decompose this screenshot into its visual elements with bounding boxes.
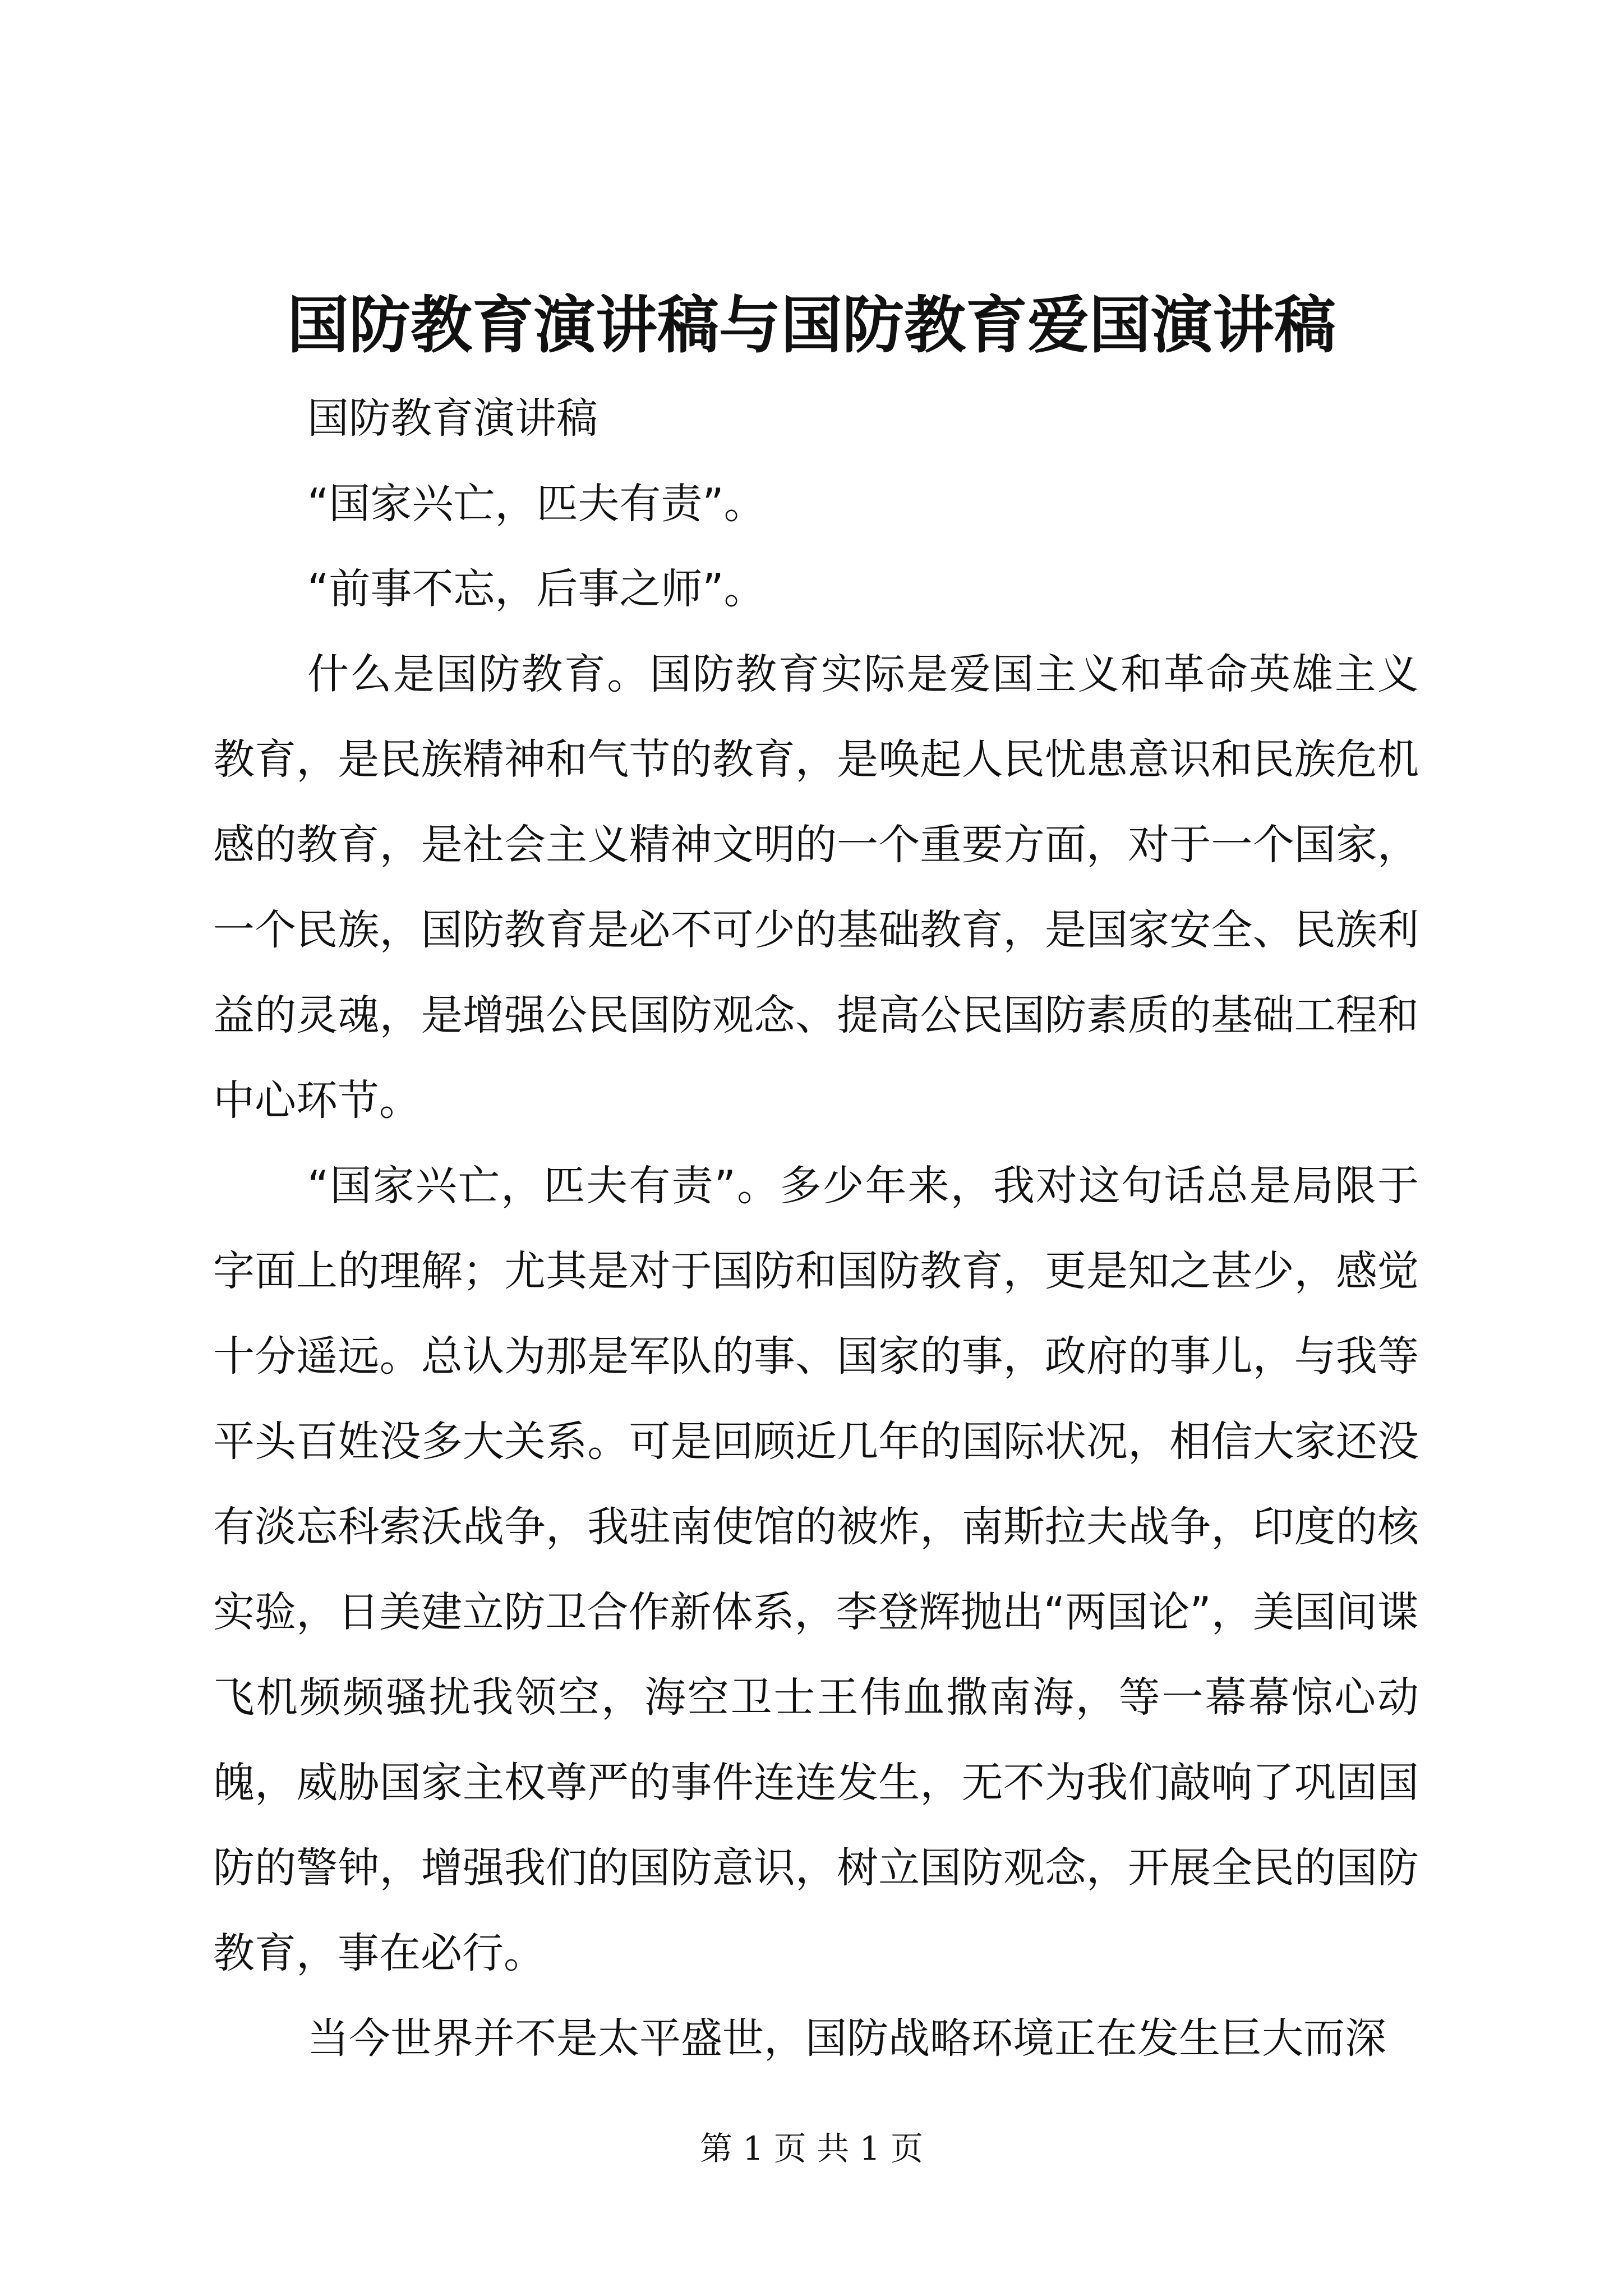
paragraph-quote-2: “前事不忘，后事之师”。 [307,565,766,613]
paragraph-quote-1: “国家兴亡，匹夫有责”。 [307,480,766,528]
document-body [213,376,1419,2081]
document-title: 国防教育演讲稿与国防教育爱国演讲稿 [287,289,1336,361]
paragraph-subtitle: 国防教育演讲稿 [307,394,598,443]
paragraph-reflection: “国家兴亡，匹夫有责”。多少年来，我对这句话总是局限于字面上的理解；尤其是对于国防和国防教育，更是知之甚少，感觉十分遥远。总认为那是军队的事、国家的事，政府的事儿，与我等平头百姓没多大关系。可是回顾近几年的国际状况，相信大家还没有淡忘科索沃战争，我驻南使馆的被炸，南斯拉夫战争，印度的核实验，日美建立防卫合作新体系，李登辉抛出“两国论”，美国间谍飞机频频骚扰我领空，海空卫士王伟血撒南海，等一幕幕惊心动魄，威胁国家主权尊严的事件连连发生，无不为我们敲响了巩固国防的警钟，增强我们的国防意识，树立国防观念，开展全民的国防教育，事在必行。 [213,1162,1419,1977]
paragraph-definition: 什么是国防教育。国防教育实际是爱国主义和革命英雄主义教育，是民族精神和气节的教育，是唤起人民忧患意识和民族危机感的教育，是社会主义精神文明的一个重要方面，对于一个国家，一个民族，国防教育是必不可少的基础教育，是国家安全、民族利益的灵魂，是增强公民国防观念、提高公民国防素质的基础工程和中心环节。 [213,650,1419,1125]
page-footer: 第 1 页 共 1 页 [700,2129,923,2168]
paragraph-world-situation: 当今世界并不是太平盛世，国防战略环境正在发生巨大而深 [307,2014,1386,2063]
